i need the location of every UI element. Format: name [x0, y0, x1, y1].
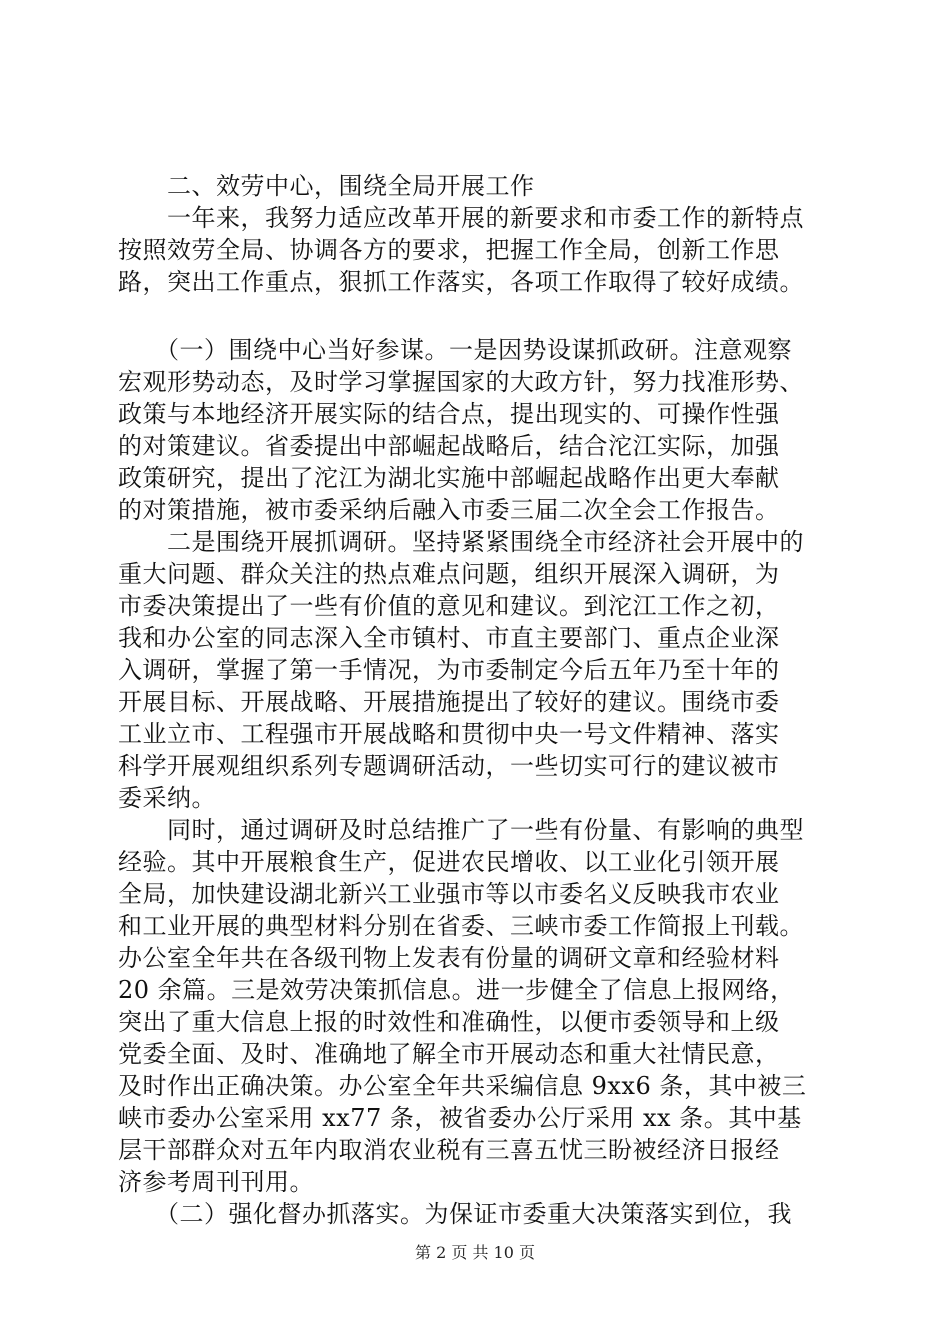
text-line: 经验。其中开展粮食生产，促进农民增收、以工业化引领开展	[118, 848, 780, 876]
text-line: 二是围绕开展抓调研。坚持紧紧围绕全市经济社会开展中的	[118, 528, 804, 556]
text-line: 重大问题、群众关注的热点难点问题，组织开展深入调研，为	[118, 560, 780, 588]
text-line: 同时，通过调研及时总结推广了一些有份量、有影响的典型	[118, 816, 804, 844]
text-line: 办公室全年共在各级刊物上发表有份量的调研文章和经验材料	[118, 944, 780, 972]
text-line: 突出了重大信息上报的时效性和准确性，以便市委领导和上级	[118, 1008, 780, 1036]
text-line: 二、效劳中心，围绕全局开展工作	[118, 172, 535, 200]
text-line: （一）围绕中心当好参谋。一是因势设谋抓政研。注意观察	[118, 336, 792, 364]
text-line: 政策研究，提出了沱江为湖北实施中部崛起战略作出更大奉献	[118, 464, 780, 492]
text-line: 峡市委办公室采用 xx77 条，被省委办公厅采用 xx 条。其中基	[118, 1104, 802, 1132]
text-line: 我和办公室的同志深入全市镇村、市直主要部门、重点企业深	[118, 624, 780, 652]
page-footer	[0, 1240, 950, 1263]
text-line: （二）强化督办抓落实。为保证市委重大决策落实到位，我	[118, 1200, 792, 1228]
body-text	[118, 170, 838, 1230]
text-line: 层干部群众对五年内取消农业税有三喜五忧三盼被经济日报经	[118, 1136, 780, 1164]
text-line: 委采纳。	[118, 784, 216, 812]
text-line: 全局，加快建设湖北新兴工业强市等以市委名义反映我市农业	[118, 880, 780, 908]
text-line: 市委决策提出了一些有价值的意见和建议。到沱江工作之初，	[118, 592, 780, 620]
text-line: 党委全面、及时、准确地了解全市开展动态和重大社情民意，	[118, 1040, 780, 1068]
text-line: 路，突出工作重点，狠抓工作落实，各项工作取得了较好成绩。	[118, 268, 804, 296]
text-line: 的对策措施，被市委采纳后融入市委三届二次全会工作报告。	[118, 496, 780, 524]
text-line: 及时作出正确决策。办公室全年共采编信息 9xx6 条，其中被三	[118, 1072, 807, 1100]
paragraph-gap	[118, 298, 838, 334]
page-number-label: 第 2 页 共 10 页	[415, 1243, 535, 1262]
text-line: 开展目标、开展战略、开展措施提出了较好的建议。围绕市委	[118, 688, 780, 716]
text-line: 政策与本地经济开展实际的结合点，提出现实的、可操作性强	[118, 400, 780, 428]
text-line: 的对策建议。省委提出中部崛起战略后，结合沱江实际，加强	[118, 432, 780, 460]
text-line: 工业立市、工程强市开展战略和贯彻中央一号文件精神、落实	[118, 720, 780, 748]
text-line: 济参考周刊刊用。	[118, 1168, 314, 1196]
text-line: 20 余篇。三是效劳决策抓信息。进一步健全了信息上报网络，	[118, 976, 795, 1004]
text-line: 宏观形势动态，及时学习掌握国家的大政方针，努力找准形势、	[118, 368, 804, 396]
text-line: 和工业开展的典型材料分别在省委、三峡市委工作简报上刊载。	[118, 912, 804, 940]
text-line: 一年来，我努力适应改革开展的新要求和市委工作的新特点	[118, 204, 804, 232]
text-line: 入调研，掌握了第一手情况，为市委制定今后五年乃至十年的	[118, 656, 780, 684]
text-line: 按照效劳全局、协调各方的要求，把握工作全局，创新工作思	[118, 236, 780, 264]
text-line: 科学开展观组织系列专题调研活动，一些切实可行的建议被市	[118, 752, 780, 780]
